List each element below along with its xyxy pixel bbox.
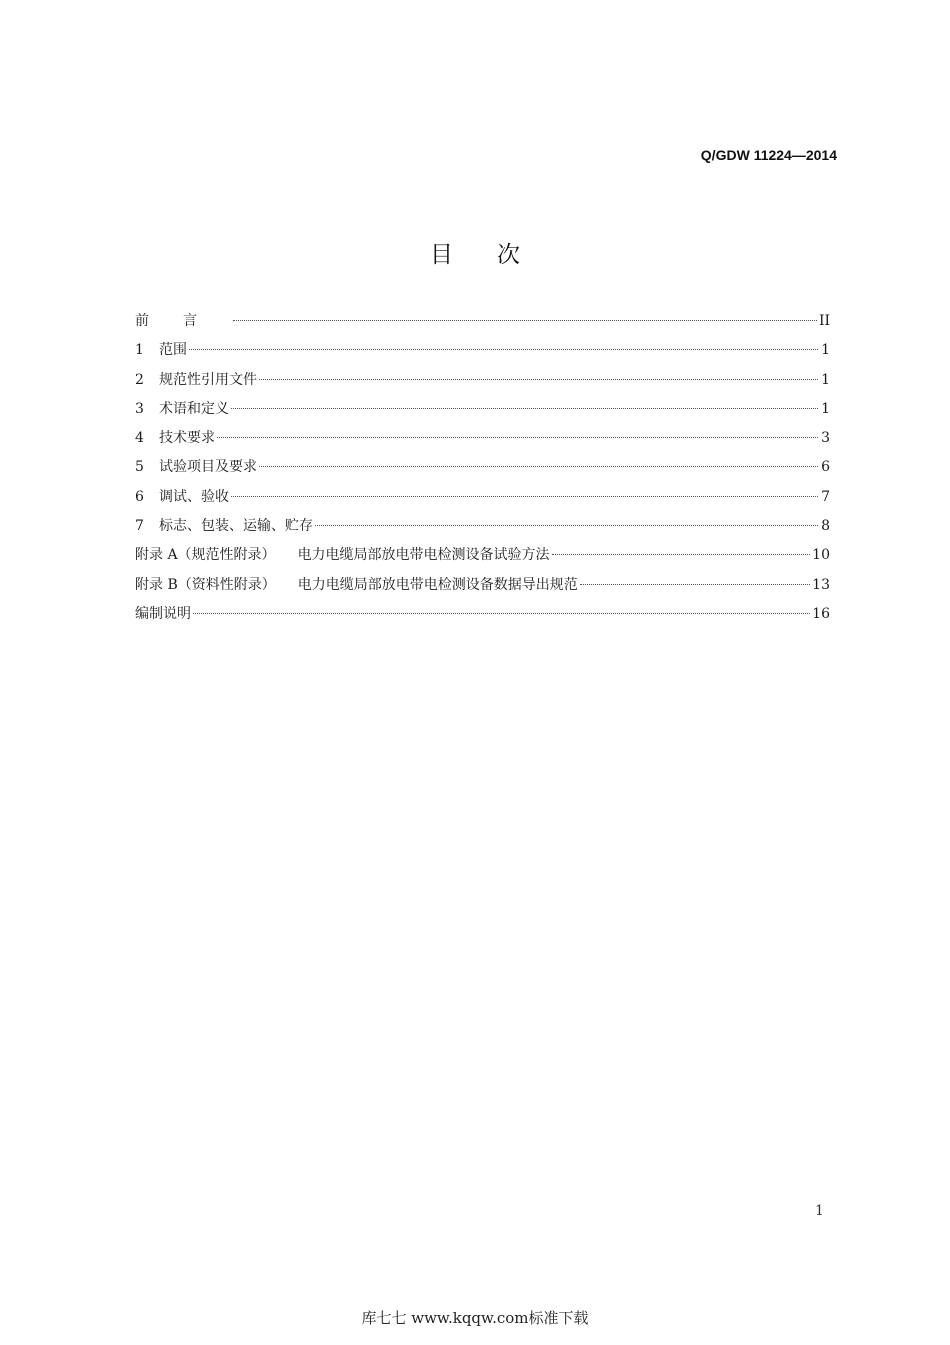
toc-leader xyxy=(231,496,818,497)
toc-leader xyxy=(231,408,818,409)
toc-row-explanation[interactable] xyxy=(135,602,830,631)
toc-leader xyxy=(233,320,817,321)
toc-leader xyxy=(217,437,818,438)
appendix-title: 电力电缆局部放电带电检测设备试验方法 xyxy=(297,547,550,564)
toc-number: 2 xyxy=(135,371,144,388)
toc-number: 4 xyxy=(135,430,144,447)
toc-row-foreword[interactable] xyxy=(135,309,830,338)
toc-page: 6 xyxy=(821,459,830,476)
toc-row-7[interactable] xyxy=(135,514,830,543)
toc-label: 术语和定义 xyxy=(159,400,229,417)
standard-prefix: Q/GDW xyxy=(700,147,750,163)
toc-page: II xyxy=(818,313,830,329)
toc-label: 规范性引用文件 xyxy=(159,371,257,388)
toc-leader xyxy=(315,525,818,526)
toc-label xyxy=(135,543,550,567)
toc-page: 16 xyxy=(812,605,830,622)
toc-page: 13 xyxy=(812,576,830,593)
toc-row-6[interactable] xyxy=(135,485,830,514)
toc-page: 1 xyxy=(821,400,830,417)
standard-number: 11224—2014 xyxy=(753,147,837,163)
toc-label xyxy=(135,573,578,597)
table-of-contents xyxy=(135,309,830,631)
toc-row-4[interactable] xyxy=(135,426,830,455)
appendix-label: 附录 B（资料性附录） xyxy=(135,576,276,593)
toc-label: 调试、验收 xyxy=(159,488,229,505)
standard-code xyxy=(701,147,837,163)
toc-label: 前言 xyxy=(135,313,231,329)
toc-leader xyxy=(189,349,818,350)
toc-label: 技术要求 xyxy=(159,430,215,447)
toc-number: 3 xyxy=(135,400,144,417)
toc-leader xyxy=(193,613,810,614)
toc-row-appendix-a[interactable] xyxy=(135,543,830,572)
toc-page: 1 xyxy=(821,342,830,359)
toc-page: 7 xyxy=(821,488,830,505)
page-number: 1 xyxy=(815,1203,824,1219)
appendix-label: 附录 A（规范性附录） xyxy=(135,547,276,564)
toc-label: 编制说明 xyxy=(135,605,191,622)
toc-number: 5 xyxy=(135,459,144,476)
appendix-title: 电力电缆局部放电带电检测设备数据导出规范 xyxy=(297,576,578,593)
toc-row-appendix-b[interactable] xyxy=(135,573,830,602)
toc-page: 1 xyxy=(821,371,830,388)
toc-row-5[interactable] xyxy=(135,455,830,484)
toc-leader xyxy=(259,379,818,380)
toc-leader xyxy=(552,554,811,555)
page-title: 目次 xyxy=(430,242,564,268)
toc-row-2[interactable] xyxy=(135,368,830,397)
toc-number: 7 xyxy=(135,518,144,535)
toc-label: 标志、包装、运输、贮存 xyxy=(159,518,313,535)
toc-label: 试验项目及要求 xyxy=(159,459,257,476)
toc-page: 3 xyxy=(821,430,830,447)
toc-leader xyxy=(580,584,810,585)
toc-row-1[interactable] xyxy=(135,338,830,367)
toc-page: 8 xyxy=(821,518,830,535)
toc-row-3[interactable] xyxy=(135,397,830,426)
toc-number: 6 xyxy=(135,488,144,505)
toc-page: 10 xyxy=(812,547,830,564)
footer-watermark: 库七七 www.kqqw.com标准下载 xyxy=(361,1309,589,1327)
toc-number: 1 xyxy=(135,342,144,359)
toc-leader xyxy=(259,466,818,467)
toc-label: 范围 xyxy=(159,342,187,359)
